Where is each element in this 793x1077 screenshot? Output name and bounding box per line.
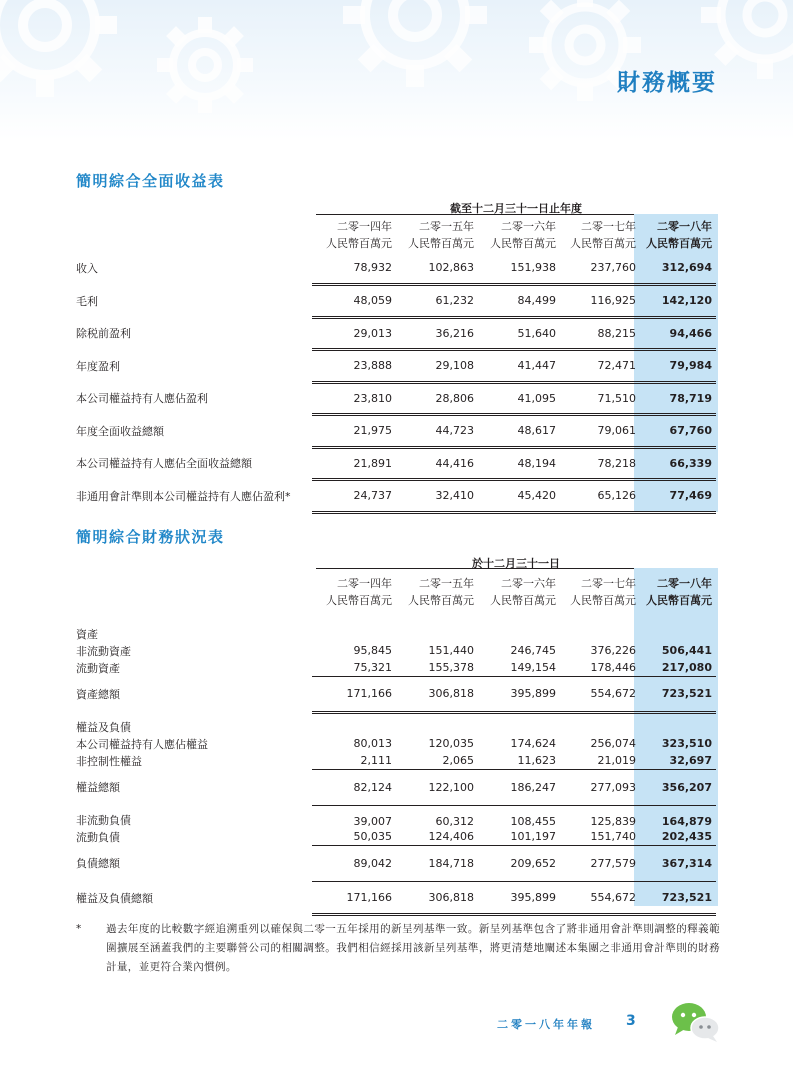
row-label: 非通用會計準則本公司權益持有人應佔盈利* (76, 489, 291, 503)
year-header: 二零一七年 人民幣百萬元 (570, 220, 636, 250)
balance-sheet-table (76, 574, 716, 916)
cell-value: 306,818 (396, 676, 478, 712)
row-label: 權益總額 (76, 781, 120, 794)
cell-value: 21,891 (312, 447, 396, 480)
cell-value: 29,013 (312, 317, 396, 350)
cell-value: 61,232 (396, 285, 478, 318)
cell-value: 78,218 (560, 447, 640, 480)
cell-value: 202,435 (640, 828, 716, 845)
cell-value: 80,013 (353, 737, 392, 750)
cell-value: 186,247 (478, 769, 560, 805)
group-heading-row (76, 712, 716, 735)
table-row (76, 805, 716, 828)
row-label: 非流動負債 (76, 814, 131, 827)
cell-value: 24,737 (312, 480, 396, 513)
cell-value: 120,035 (428, 737, 474, 750)
cell-value: 88,215 (560, 317, 640, 350)
cell-value: 60,312 (435, 815, 474, 828)
row-label: 本公司權益持有人應佔盈利 (76, 392, 208, 406)
cell-value: 11,623 (478, 752, 560, 769)
cell-value: 184,718 (396, 845, 478, 881)
cell-value: 21,975 (312, 415, 396, 448)
year-header: 二零一六年 人民幣百萬元 (490, 577, 556, 607)
equity-liabilities-heading: 權益及負債 (76, 721, 131, 734)
row-label: 資產總額 (76, 688, 120, 701)
year-header: 二零一五年 人民幣百萬元 (408, 577, 474, 607)
cell-value: 21,019 (560, 752, 640, 769)
income-header-row (76, 218, 716, 252)
cell-value: 32,410 (396, 480, 478, 513)
cell-value: 84,499 (478, 285, 560, 318)
year-header: 二零一五年 人民幣百萬元 (408, 220, 474, 250)
cell-value: 122,100 (396, 769, 478, 805)
balance-header-row (76, 574, 716, 610)
cell-value: 124,406 (396, 828, 478, 845)
income-section-title: 簡明綜合全面收益表 (76, 172, 225, 190)
table-row (76, 447, 716, 480)
cell-value: 246,745 (510, 644, 556, 657)
income-period-heading: 截至十二月三十一日止年度 (450, 202, 582, 215)
table-row (76, 350, 716, 383)
cell-value: 45,420 (478, 480, 560, 513)
cell-value: 78,719 (640, 382, 716, 415)
cell-value: 723,521 (640, 881, 716, 914)
cell-value: 367,314 (640, 845, 716, 881)
row-label: 流動資產 (76, 661, 120, 675)
cell-value: 101,197 (478, 828, 560, 845)
cell-value: 36,216 (396, 317, 478, 350)
cell-value: 171,166 (312, 881, 396, 914)
cell-value: 277,093 (560, 769, 640, 805)
cell-value: 50,035 (312, 828, 396, 845)
cell-value: 155,378 (396, 659, 478, 676)
cell-value: 51,640 (478, 317, 560, 350)
cell-value: 506,441 (661, 644, 712, 657)
cell-value: 41,447 (478, 350, 560, 383)
cell-value: 174,624 (510, 737, 556, 750)
cell-value: 48,617 (478, 415, 560, 448)
cell-value: 94,466 (640, 317, 716, 350)
cell-value: 277,579 (560, 845, 640, 881)
cell-value: 44,416 (396, 447, 478, 480)
income-statement-table (76, 218, 716, 514)
gear-icon (0, 0, 130, 110)
cell-value: 72,471 (560, 350, 640, 383)
cell-value: 29,108 (396, 350, 478, 383)
cell-value: 102,863 (396, 252, 478, 285)
cell-value: 82,124 (312, 769, 396, 805)
row-label: 非流動資產 (76, 644, 131, 658)
table-row (76, 828, 716, 845)
row-label: 流動負債 (76, 830, 120, 844)
chat-bubbles-icon (668, 998, 724, 1044)
table-row (76, 382, 716, 415)
cell-value: 65,126 (560, 480, 640, 513)
table-row (76, 252, 716, 285)
total-row (76, 845, 716, 881)
cell-value: 44,723 (396, 415, 478, 448)
cell-value: 164,879 (661, 815, 712, 828)
assets-heading: 資產 (76, 627, 98, 641)
cell-value: 39,007 (353, 815, 392, 828)
total-row (76, 676, 716, 712)
row-label: 年度盈利 (76, 359, 120, 373)
cell-value: 77,469 (640, 480, 716, 513)
gear-icon (330, 0, 500, 100)
row-label: 年度全面收益總額 (76, 424, 164, 438)
table-row (76, 480, 716, 513)
year-header: 二零一四年 人民幣百萬元 (326, 220, 392, 250)
table-row (76, 285, 716, 318)
cell-value: 67,760 (640, 415, 716, 448)
footnote (76, 920, 720, 977)
row-label: 本公司權益持有人應佔全面收益總額 (76, 457, 252, 471)
cell-value: 32,697 (640, 752, 716, 769)
cell-value: 306,818 (396, 881, 478, 914)
cell-value: 95,845 (353, 644, 392, 657)
report-name: 二零一八年年報 (497, 1018, 595, 1031)
cell-value: 79,984 (640, 350, 716, 383)
year-header: 二零一六年 人民幣百萬元 (490, 220, 556, 250)
cell-value: 323,510 (661, 737, 712, 750)
period-rule (316, 568, 634, 569)
cell-value: 108,455 (510, 815, 556, 828)
cell-value: 312,694 (640, 252, 716, 285)
cell-value: 395,899 (478, 676, 560, 712)
table-row (76, 317, 716, 350)
group-heading-row (76, 625, 716, 642)
cell-value: 395,899 (478, 881, 560, 914)
row-label: 本公司權益持有人應佔權益 (76, 737, 208, 751)
year-header: 二零一七年 人民幣百萬元 (570, 577, 636, 607)
period-rule (316, 214, 634, 215)
cell-value: 23,810 (312, 382, 396, 415)
total-row (76, 881, 716, 914)
footnote-text: 過去年度的比較數字經追溯重列以確保與二零一五年採用的新呈列基準一致。新呈列基準包含了將非通用會計準則調整的釋義範圍擴展至涵蓋我們的主要聯營公司的相關調整。我們相信經採用該新呈列基準，將更清楚地闡述本集團之非通用會計準則的財務計量，並更符合業內慣例。 (106, 923, 720, 973)
cell-value: 2,111 (312, 752, 396, 769)
row-label: 毛利 (76, 294, 98, 308)
row-label: 權益及負債總額 (76, 891, 153, 905)
page-number: 3 (626, 1013, 636, 1029)
cell-value: 2,065 (396, 752, 478, 769)
cell-value: 23,888 (312, 350, 396, 383)
cell-value: 48,194 (478, 447, 560, 480)
row-label: 除税前盈利 (76, 327, 131, 341)
balance-period-heading: 於十二月三十一日 (472, 557, 560, 570)
row-label: 收入 (76, 262, 98, 276)
page-title: 財務概要 (617, 70, 717, 96)
cell-value: 217,080 (640, 659, 716, 676)
cell-value: 116,925 (560, 285, 640, 318)
year-header: 二零一八年 人民幣百萬元 (646, 220, 712, 250)
cell-value: 256,074 (590, 737, 636, 750)
cell-value: 79,061 (560, 415, 640, 448)
row-label: 負債總額 (76, 857, 120, 870)
cell-value: 75,321 (312, 659, 396, 676)
cell-value: 151,740 (560, 828, 640, 845)
footnote-mark: * (76, 923, 82, 935)
cell-value: 28,806 (396, 382, 478, 415)
table-row (76, 659, 716, 676)
table-row (76, 752, 716, 769)
year-header: 二零一四年 人民幣百萬元 (326, 577, 392, 607)
cell-value: 209,652 (478, 845, 560, 881)
year-header: 二零一八年 人民幣百萬元 (646, 577, 712, 607)
gear-icon (150, 10, 260, 120)
cell-value: 89,042 (312, 845, 396, 881)
table-row (76, 415, 716, 448)
cell-value: 171,166 (312, 676, 396, 712)
cell-value: 125,839 (590, 815, 636, 828)
cell-value: 151,938 (478, 252, 560, 285)
cell-value: 41,095 (478, 382, 560, 415)
cell-value: 723,521 (640, 676, 716, 712)
cell-value: 78,932 (312, 252, 396, 285)
cell-value: 48,059 (312, 285, 396, 318)
table-row (76, 735, 716, 752)
cell-value: 554,672 (560, 676, 640, 712)
cell-value: 356,207 (640, 769, 716, 805)
cell-value: 554,672 (560, 881, 640, 914)
cell-value: 178,446 (560, 659, 640, 676)
cell-value: 376,226 (590, 644, 636, 657)
row-label: 非控制性權益 (76, 754, 142, 768)
balance-section-title: 簡明綜合財務狀況表 (76, 528, 225, 546)
table-row (76, 642, 716, 659)
cell-value: 71,510 (560, 382, 640, 415)
cell-value: 237,760 (560, 252, 640, 285)
cell-value: 142,120 (640, 285, 716, 318)
cell-value: 66,339 (640, 447, 716, 480)
cell-value: 151,440 (428, 644, 474, 657)
cell-value: 149,154 (478, 659, 560, 676)
total-row (76, 769, 716, 805)
